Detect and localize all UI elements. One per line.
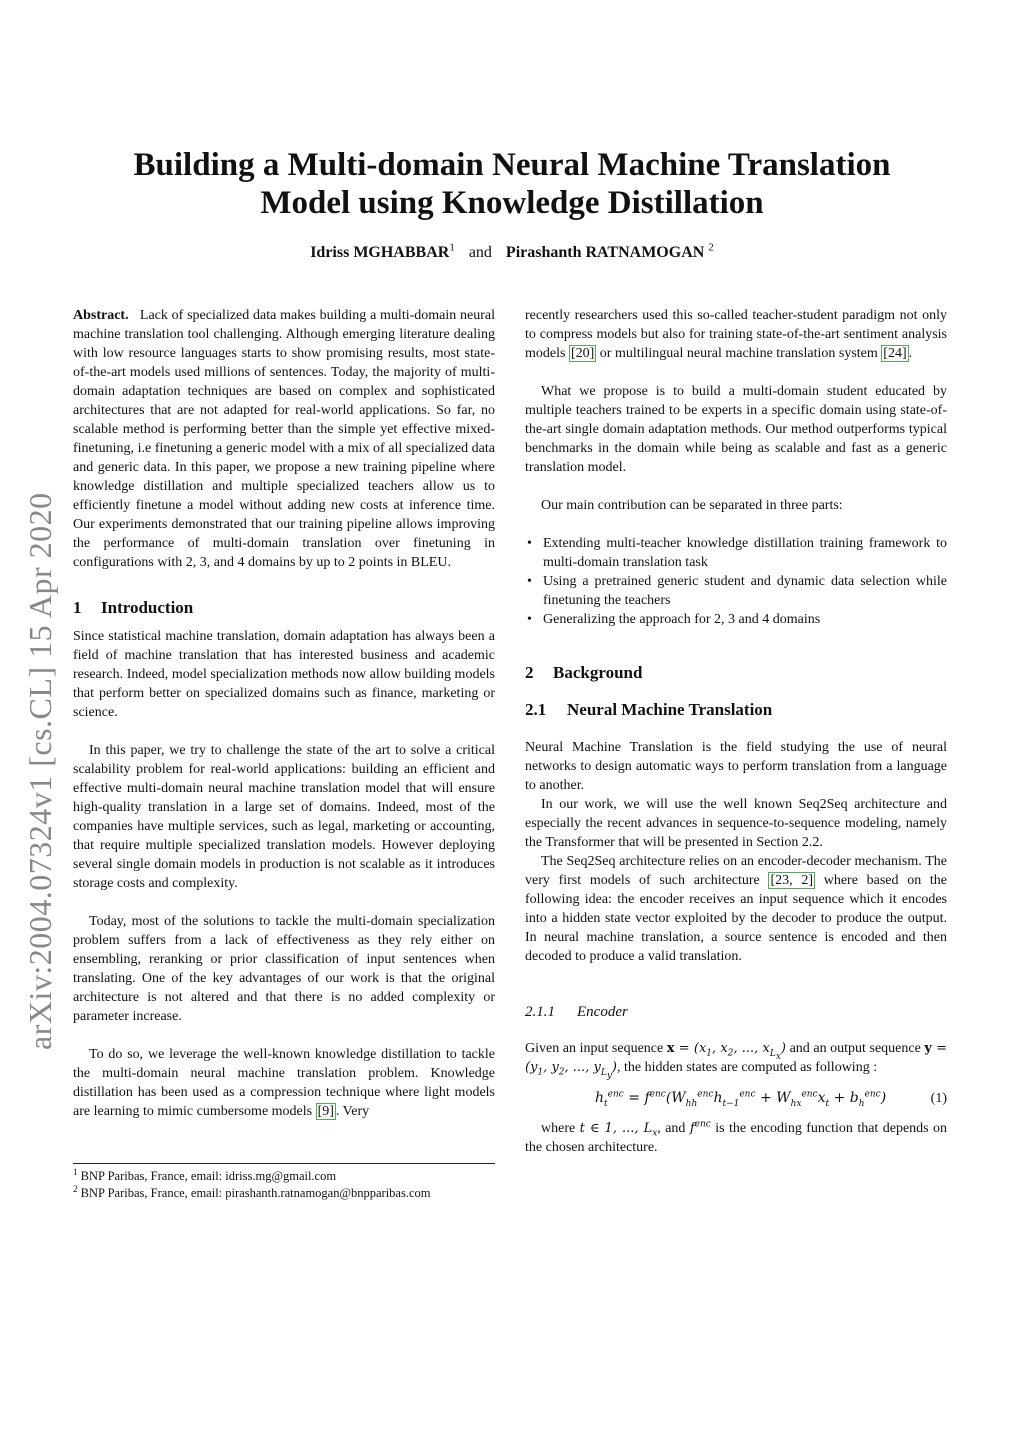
equation-1 [525, 1089, 947, 1113]
enc-p2-b: , and [657, 1121, 686, 1136]
right-p0-b: or multilingual neural machine translation system [599, 346, 878, 361]
section-number: 2 [525, 663, 534, 682]
footnote-1-text: BNP Paribas, France, email: idriss.mg@gmail.com [80, 1169, 337, 1183]
paper-title [0, 146, 1024, 222]
left-column [73, 306, 495, 1121]
abstract-text: Lack of specialized data makes building a multi-domain neural machine translation tool challenging. Although emerging literature dealing with low resource languages starts to show promising results, most state-of-the-art models used millions of sentences. Today, the majority of multi-domain adaptation techniques are based on complex and sophisticated architectures that are not adapted for real-world applications. So far, no scalable method is performing better than the simple yet effective mixed-finetuning, i.e finetuning a generic model with a mix of all specialized data and generic data. In this paper, we propose a new training pipeline where knowledge distillation and multiple specialized teachers allow us to efficiently finetune a model without adding new costs at inference time. Our experiments demonstrated that our training pipeline allows improving the performance of multi-domain translation over finetuning in configurations with 2, 3, and 4 domains by up to 2 points in BLEU. [73, 308, 495, 570]
right-paragraph-1: What we propose is to build a multi-domain student educated by multiple teachers trained to be experts in a specific domain using state-of-the-art single domain adaptation methods. Our method outperforms typical benchmarks in the domain while being as scalable and fast as a generic translation model. [525, 384, 947, 475]
list-item: • Using a pretrained generic student and dynamic data selection while finetuning the teachers [543, 572, 947, 610]
enc-p1-c: , the hidden states are computed as following : [616, 1060, 878, 1075]
subsection-nmt-heading [525, 699, 947, 721]
subsection-number: 2.1 [525, 700, 547, 719]
footnote-1-mark: 1 [73, 1166, 78, 1177]
right-paragraph-2: Our main contribution can be separated in three parts: [541, 498, 843, 513]
encoder-paragraph-2 [525, 1119, 947, 1157]
citation-link[interactable]: [20] [570, 346, 595, 361]
section-background-heading [525, 662, 947, 684]
abstract-label: Abstract. [73, 308, 129, 323]
enc-p2-c: is the encoding function that depends on the chosen architecture. [525, 1121, 948, 1155]
title-line-1: Building a Multi-domain Neural Machine Translation [133, 147, 891, 183]
citation-part: [23 [770, 873, 790, 888]
list-item: • Extending multi-teacher knowledge distillation training framework to multi-domain translation task [543, 534, 947, 572]
citation-link[interactable]: [24] [883, 346, 907, 361]
footnote-2-mark: 2 [73, 1183, 78, 1194]
section-introduction-heading [73, 597, 495, 619]
citation-link[interactable]: [9] [317, 1104, 334, 1119]
abstract [73, 306, 495, 572]
equation-expression: $h_t^{enc} = f^{enc}(W_{hh}^{enc}h_{t-1}^{enc} + W_{hx}^{enc}x_t + b_h^{enc})$ [595, 1089, 887, 1109]
footnote-2-text: BNP Paribas, France, email: pirashanth.ratnamogan@bnpparibas.com [80, 1186, 431, 1200]
nmt-p3-a: The Seq2Seq architecture relies on an encoder-decoder mechanism. The very first models of such architecture [525, 854, 947, 888]
intro-p4-text: To do so, we leverage the well-known knowledge distillation to tackle the multi-domain neural machine translation problem. Knowledge distillation has been used as a compression technique where light models are learning to mimic cumbersome models [73, 1047, 495, 1119]
equation-number: (1) [930, 1091, 947, 1106]
nmt-paragraph-2: In our work, we will use the well known Seq2Seq architecture and especially the recent advances in sequence-to-sequence modeling, namely the Transformer that will be presented in Section 2.2. [525, 797, 947, 850]
enc-p1-b: and an output sequence [789, 1041, 921, 1056]
right-p0-a: recently researchers used this so-called teacher-student paradigm not only to compress models but also for training state-of-the-art sentiment analysis models [525, 308, 947, 361]
author-2-sup: 2 [708, 241, 714, 254]
intro-p4-end: . Very [335, 1104, 370, 1119]
authors [0, 241, 1024, 262]
right-paragraph-0 [525, 306, 947, 363]
intro-paragraph-1: Since statistical machine translation, domain adaptation has always been a field of machine translation that has interested business and academic research. Indeed, model specialization methods now allow building models that perform better on specialized domains such as finance, marketing or science. [73, 629, 495, 720]
enc-p1-a: Given an input sequence [525, 1041, 664, 1056]
author-1-sup: 1 [449, 241, 455, 254]
citation-part: 2] [801, 873, 814, 888]
right-p0-c: . [908, 346, 913, 361]
author-1: Idriss MGHABBAR [310, 244, 450, 261]
contribution-list [525, 534, 947, 629]
nmt-paragraph-1: Neural Machine Translation is the field studying the use of neural networks to design automatic ways to perform translation from a language to another. [525, 740, 947, 793]
intro-paragraph-2: In this paper, we try to challenge the state of the art to solve a critical scalability problem for real-world applications: building an efficient and effective multi-domain neural machine translation model that will ensure high-quality translation in a large set of domains. Indeed, most of the companies have multiple services, such as legal, marketing or accounting, that require multiple specialized translation models. However deploying several single domain models in production is not scalable as it introduces storage costs and complexity. [73, 743, 495, 891]
footnote-2 [73, 1185, 495, 1202]
footnotes [73, 1163, 495, 1202]
author-2: Pirashanth RATNAMOGAN [505, 244, 705, 261]
math-y-sequence: $y = (y_1$, $y_2$, ..., $y_{L_y}$) [525, 1041, 948, 1081]
nmt-p3-b: where based on the following idea: the encoder receives an input sequence which it encodes into a hidden state vector exploited by the decoder to produce the output. In neural machine translation, a source sentence is encoded and then decoded to produce a valid translation. [525, 873, 947, 964]
intro-paragraph-3: Today, most of the solutions to tackle the multi-domain specialization problem suffers from a lack of effectiveness as they rely either on ensembling, reranking or prior classification of input sentences when translating. One of the key advantages of our work is that the original architecture is not altered and that there is no added complexity or parameter increase. [73, 914, 495, 1024]
math-x-sequence: $x = (x_1$, $x_2$, ..., $x_{L_x}$) [666, 1041, 786, 1062]
subsubsection-number: 2.1.1 [525, 1004, 555, 1020]
enc-p2-a: where [541, 1121, 576, 1136]
intro-paragraph-4 [73, 1045, 495, 1121]
title-line-2: Model using Knowledge Distillation [260, 185, 764, 221]
subsubsection-title: Encoder [577, 1004, 628, 1020]
math-f-enc: $f^{enc}$ [689, 1119, 711, 1136]
footnote-rule [73, 1163, 495, 1164]
nmt-paragraph-3 [525, 852, 947, 966]
section-number: 1 [73, 598, 82, 617]
section-title: Introduction [101, 598, 194, 617]
and-word: and [468, 244, 492, 261]
right-column [525, 306, 947, 1157]
math-t-range: t ∈ 1, ..., $L_x$ [579, 1121, 658, 1139]
citation-sep: , [789, 873, 802, 888]
list-item: • Generalizing the approach for 2, 3 and 4 domains [543, 610, 947, 629]
subsection-title: Neural Machine Translation [567, 700, 773, 719]
citation-link[interactable] [768, 872, 815, 889]
footnote-1 [73, 1168, 495, 1185]
subsubsection-encoder-heading [525, 1002, 947, 1022]
arxiv-stamp: arXiv:2004.07324v1 [cs.CL] 15 Apr 2020 [22, 492, 58, 1050]
encoder-paragraph-1 [525, 1039, 948, 1081]
section-title: Background [553, 663, 643, 682]
